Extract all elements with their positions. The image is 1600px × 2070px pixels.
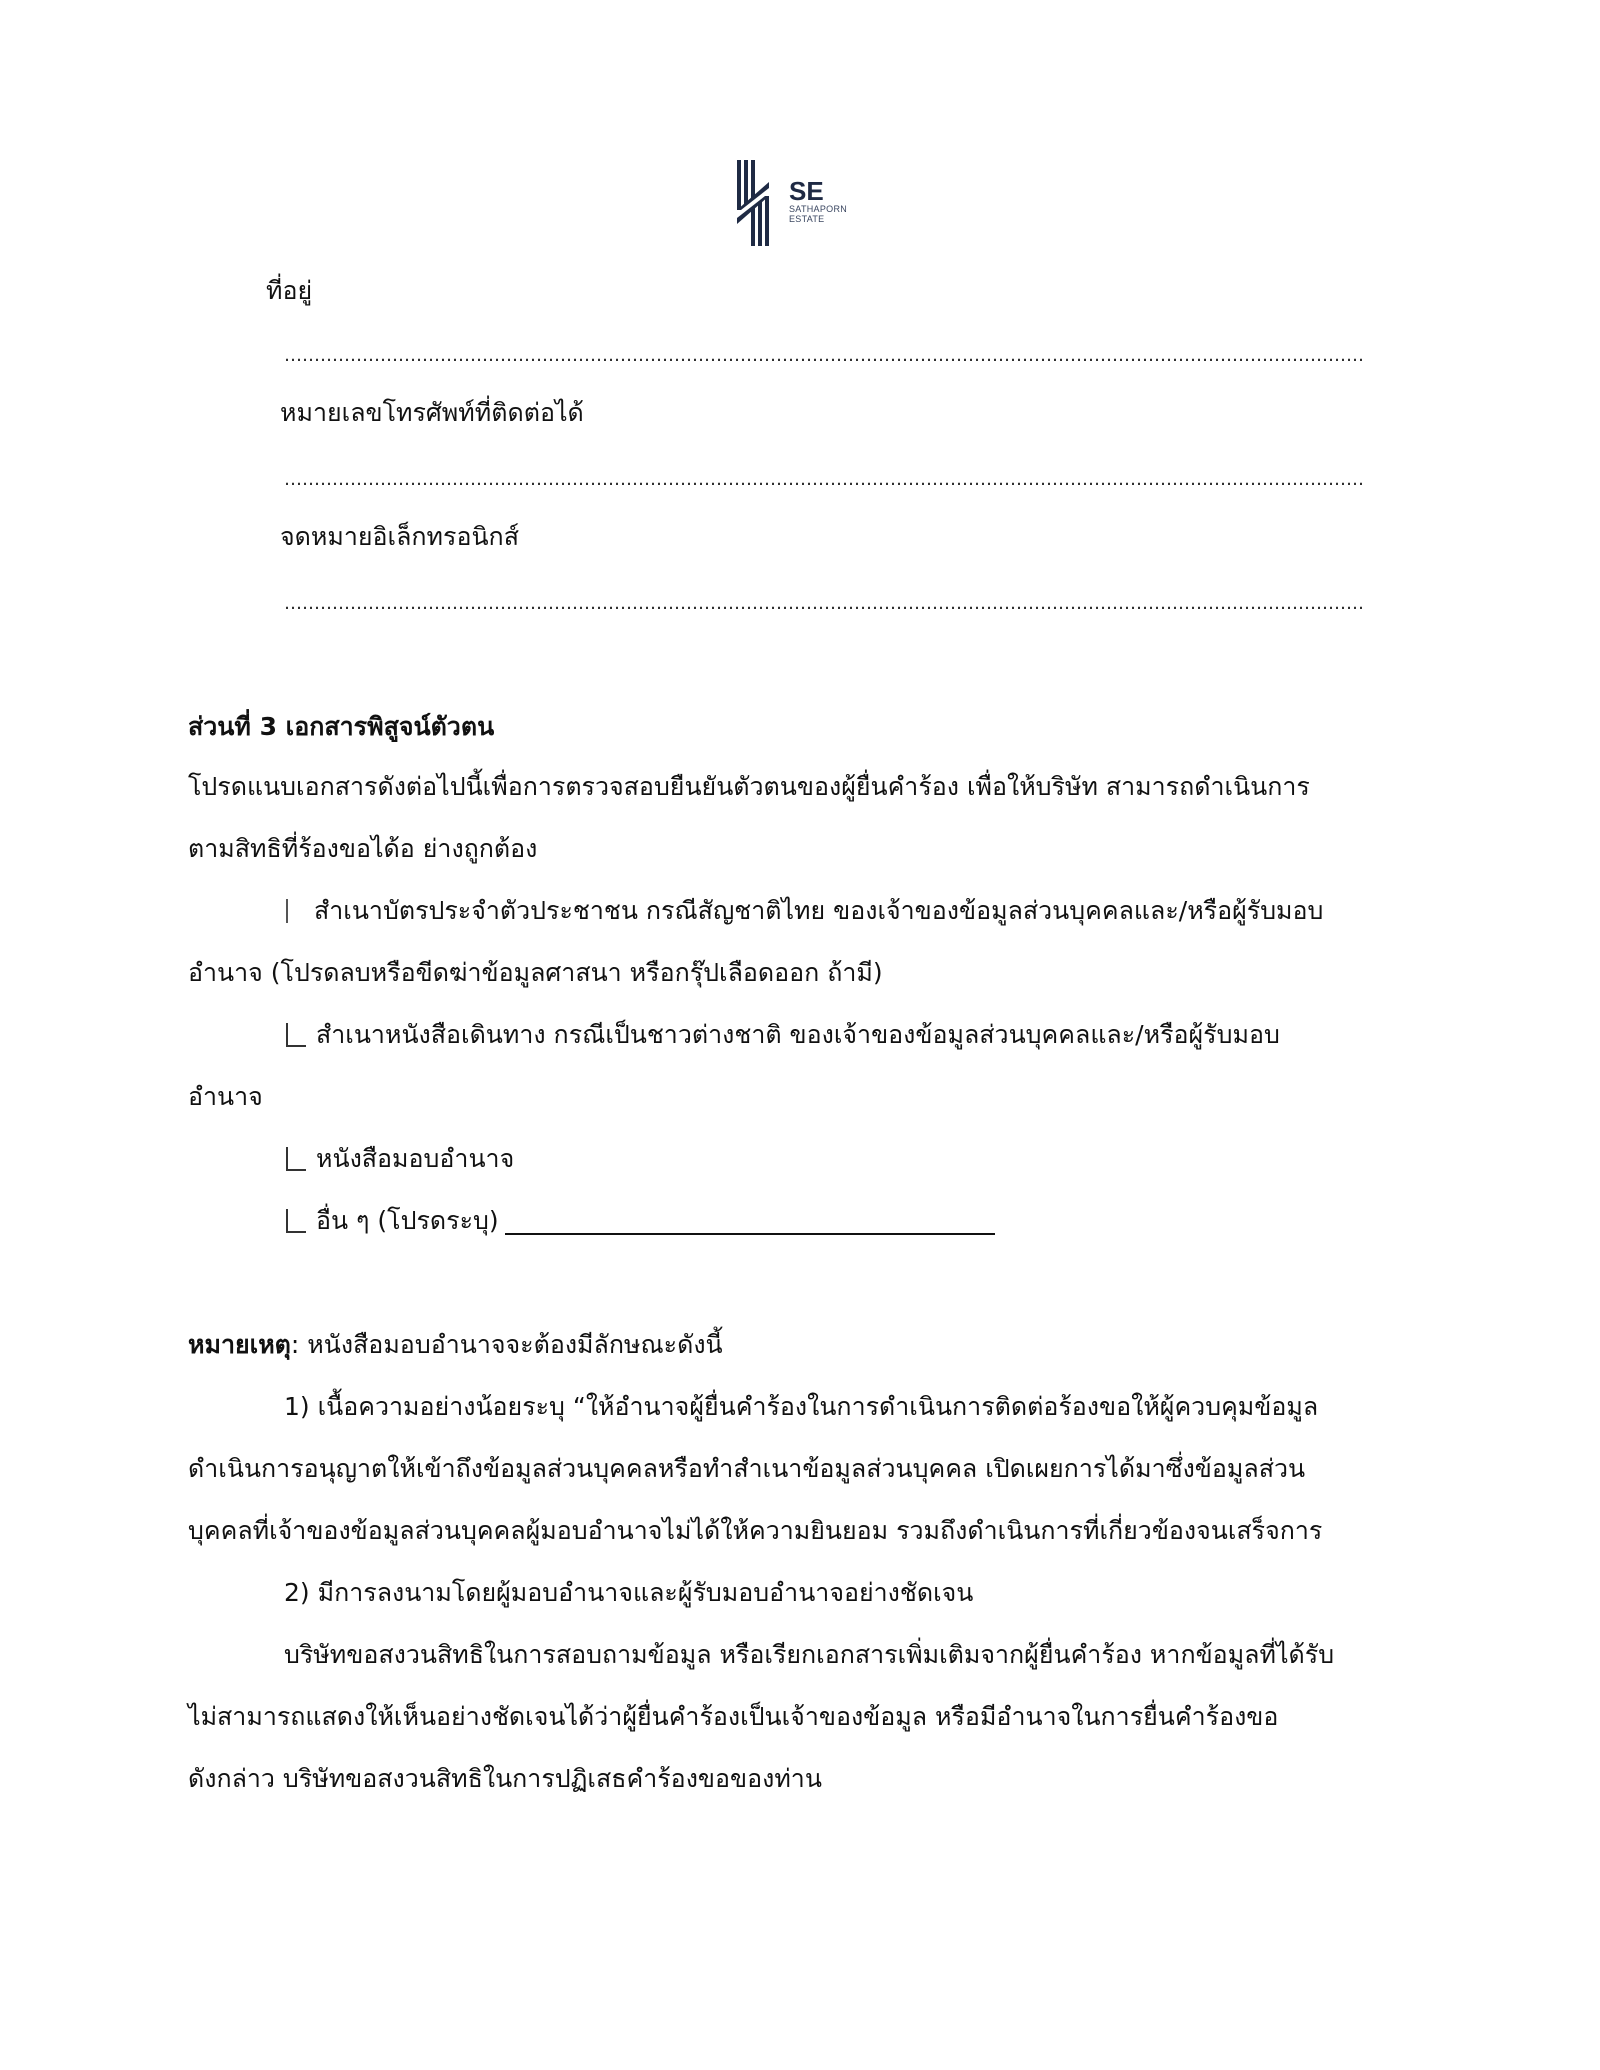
- section3-intro-line2: ตามสิทธิที่ร้องขอได้อ ย่างถูกต้อง: [188, 834, 538, 863]
- item-passport: [286, 1018, 1280, 1052]
- note-heading: [188, 1328, 723, 1362]
- note-p1-line1: 1) เนื้อความอย่างน้อยระบุ “ให้อำนาจผู้ยื่นคำร้องในการดำเนินการติดต่อร้องขอให้ผู้ควบคุมข้อมูล: [284, 1392, 1319, 1421]
- logo-wordmark: [789, 178, 847, 224]
- address-label: ที่อยู่: [266, 276, 313, 305]
- email-label: จดหมายอิเล็กทรอนิกส์: [280, 522, 519, 551]
- item-power-of-attorney-label: หนังสือมอบอำนาจ: [316, 1144, 515, 1173]
- note-p1-line2: ดำเนินการอนุญาตให้เข้าถึงข้อมูลส่วนบุคคลหรือทำสำเนาข้อมูลส่วนบุคคล เปิดเผยการได้มาซึ่งข้อมูลส่วน: [188, 1454, 1306, 1483]
- logo-abbr: SE: [789, 176, 824, 206]
- note-label-text: : หนังสือมอบอำนาจจะต้องมีลักษณะดังนี้: [290, 1330, 723, 1359]
- note-p3-line2: ไม่สามารถแสดงให้เห็นอย่างชัดเจนได้ว่าผู้ยื่นคำร้องเป็นเจ้าของข้อมูล หรือมีอำนาจในการยื่นคำร้องขอ: [188, 1702, 1279, 1731]
- section3-heading: ส่วนที่ 3 เอกสารพิสูจน์ตัวตน: [188, 712, 495, 741]
- address-dotted-line: ………………………………………………………………………………………………………………………………………………………………: [284, 346, 1364, 366]
- item-power-of-attorney: [286, 1142, 514, 1176]
- company-logo: [735, 158, 855, 250]
- se-logo-mark-icon: [735, 158, 775, 248]
- item-other: [286, 1204, 995, 1238]
- checkbox-id-card[interactable]: [286, 899, 288, 923]
- phone-label: หมายเลขโทรศัพท์ที่ติดต่อได้: [280, 398, 584, 427]
- item-id-card-line2: อำนาจ (โปรดลบหรือขีดฆ่าข้อมูลศาสนา หรือกรุ๊ปเลือดออก ถ้ามี): [188, 958, 883, 987]
- note-label: หมายเหตุ: [188, 1330, 291, 1359]
- section3-intro-line1: โปรดแนบเอกสารดังต่อไปนี้เพื่อการตรวจสอบยืนยันตัวตนของผู้ยื่นคำร้อง เพื่อให้บริษัท สามารถดำเนินการ: [188, 772, 1310, 801]
- item-passport-line1: สำเนาหนังสือเดินทาง กรณีเป็นชาวต่างชาติ ของเจ้าของข้อมูลส่วนบุคคลและ/หรือผู้รับมอบ: [316, 1020, 1280, 1049]
- other-specify-line[interactable]: [505, 1207, 995, 1235]
- item-passport-line2: อำนาจ: [188, 1082, 263, 1111]
- note-p3-line1: บริษัทขอสงวนสิทธิในการสอบถามข้อมูล หรือเรียกเอกสารเพิ่มเติมจากผู้ยื่นคำร้อง หากข้อมูลที่ได้รับ: [284, 1640, 1335, 1669]
- note-p1-line3: บุคคลที่เจ้าของข้อมูลส่วนบุคคลผู้มอบอำนาจไม่ได้ให้ความยินยอม รวมถึงดำเนินการที่เกี่ยวข้องจนเสร็จการ: [188, 1516, 1323, 1545]
- logo-line2: ESTATE: [789, 214, 825, 224]
- checkbox-power-of-attorney[interactable]: [286, 1147, 306, 1171]
- phone-dotted-line: ………………………………………………………………………………………………………………………………………………………………: [284, 470, 1364, 490]
- note-p2: 2) มีการลงนามโดยผู้มอบอำนาจและผู้รับมอบอำนาจอย่างชัดเจน: [284, 1578, 974, 1607]
- logo-line1: SATHAPORN: [789, 204, 848, 214]
- item-other-label: อื่น ๆ (โปรดระบุ): [316, 1206, 499, 1235]
- note-p3-line3: ดังกล่าว บริษัทขอสงวนสิทธิในการปฏิเสธคำร้องขอของท่าน: [188, 1764, 822, 1793]
- checkbox-passport[interactable]: [286, 1023, 306, 1047]
- item-id-card-line1: สำเนาบัตรประจำตัวประชาชน กรณีสัญชาติไทย ของเจ้าของข้อมูลส่วนบุคคลและ/หรือผู้รับมอบ: [314, 896, 1324, 925]
- checkbox-other[interactable]: [286, 1209, 306, 1233]
- item-id-card: [286, 894, 1323, 928]
- email-dotted-line: ………………………………………………………………………………………………………………………………………………………………: [284, 594, 1364, 614]
